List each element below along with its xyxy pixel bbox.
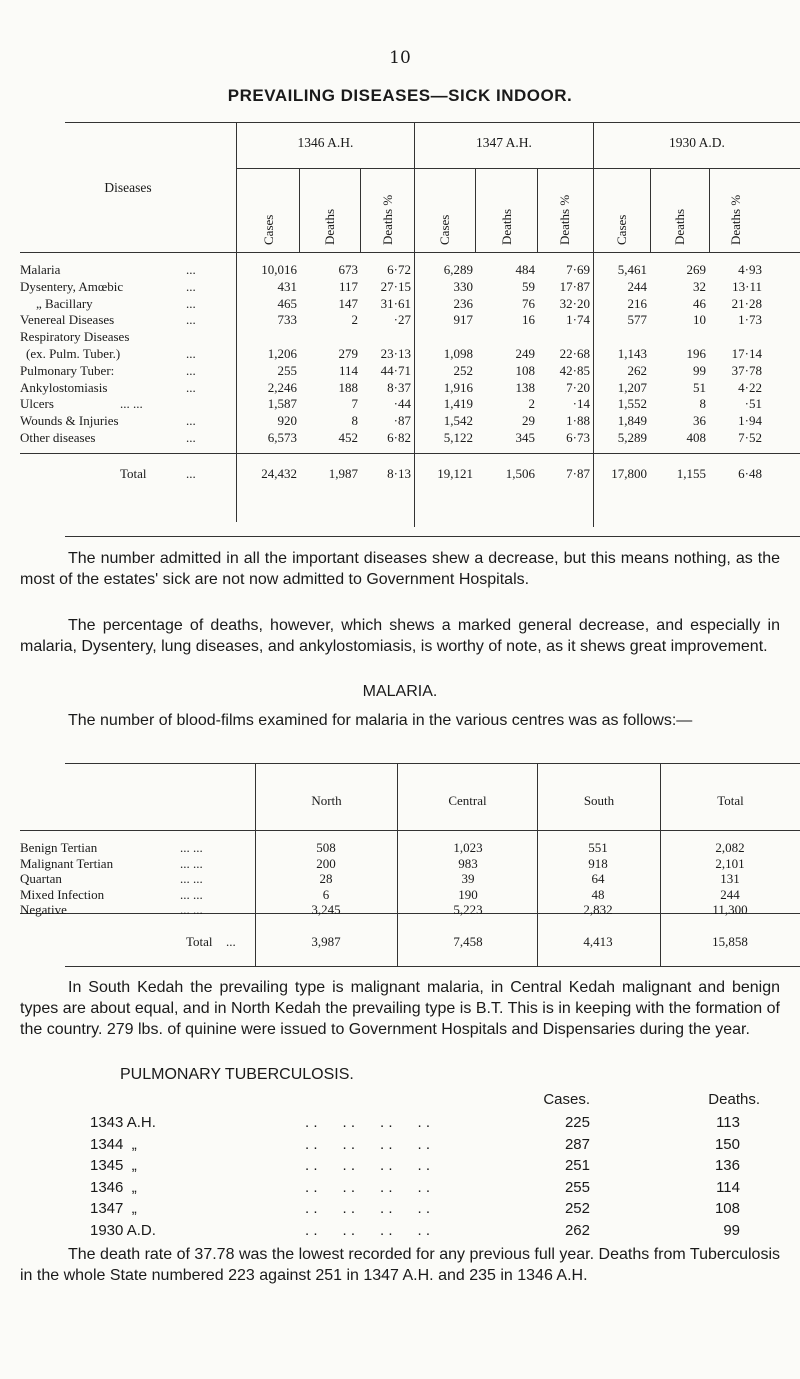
table-cell: 6·73 <box>566 430 590 445</box>
table-cell: 216 <box>627 295 647 311</box>
table-cell: 262 <box>627 362 647 378</box>
table-cell: 7,458 <box>453 934 483 949</box>
table-rule <box>299 168 300 252</box>
table-rule <box>650 168 651 252</box>
table-cell: 5,122 <box>443 430 473 445</box>
subheader-cases: Cases <box>261 214 276 245</box>
table-cell: 8·13 <box>387 466 411 481</box>
cases-value: 252 <box>564 1200 590 1217</box>
table-row <box>0 363 800 380</box>
subheader-deaths: Deaths <box>322 208 337 245</box>
table-cell: 408 <box>686 430 706 445</box>
row-label: Malaria <box>20 262 61 277</box>
table-cell: 7·20 <box>566 379 590 395</box>
deaths-value: 113 <box>716 1114 740 1131</box>
table-rule <box>65 122 800 123</box>
table-cell: 27·15 <box>380 278 411 294</box>
row-leader: ... <box>186 413 196 429</box>
table-row <box>0 380 800 397</box>
table-cell: 1,506 <box>505 466 535 481</box>
table-cell: 236 <box>453 295 473 311</box>
cases-value: 225 <box>564 1114 590 1131</box>
table-cell: 42·85 <box>559 362 590 378</box>
table-cell: 76 <box>522 295 535 311</box>
table-rule <box>65 966 800 967</box>
column-header-south: South <box>583 793 615 808</box>
table-cell: 345 <box>515 430 535 445</box>
table-cell: 190 <box>458 886 478 902</box>
table-cell: 508 <box>316 840 336 855</box>
row-label: Wounds & Injuries <box>20 413 119 429</box>
table-row <box>0 840 800 857</box>
row-label: Quartan <box>20 871 62 886</box>
table-row <box>0 430 800 447</box>
table-row <box>0 396 800 413</box>
year-label: 1343 A.H. <box>90 1114 156 1131</box>
paragraph: The number admitted in all the important diseases shew a decrease, but this means nothing, as the most of the estates' sick are not now admitted to Government Hospitals. <box>20 550 780 588</box>
row-label: Dysentery, Amœbic <box>20 278 124 294</box>
table-cell: 200 <box>316 855 336 871</box>
row-label: Other diseases <box>20 430 96 445</box>
table-cell: 2 <box>351 312 358 328</box>
table-cell: 108 <box>515 362 535 378</box>
paragraph: In South Kedah the prevailing type is malignant malaria, in Central Kedah malignant and benign types are about equal, and in North Kedah the prevailing type is B.T. This is in keeping with the formation of the country. 279 lbs. of quinine were issued to Government Hospitals and Dispensaries during the year. <box>20 979 780 1038</box>
column-header-cases: Cases. <box>543 1091 590 1108</box>
table-cell: 983 <box>458 855 478 871</box>
table-cell: 1·88 <box>566 413 590 429</box>
row-leader: ... ... <box>180 871 203 886</box>
year-label: 1345 „ <box>90 1157 137 1174</box>
table-cell: 32 <box>693 278 706 294</box>
table-cell: 8·37 <box>387 379 411 395</box>
table-rule <box>475 168 476 252</box>
row-label: Ulcers <box>20 396 54 412</box>
table-cell: 24,432 <box>261 466 297 481</box>
column-header-total: Total <box>717 793 744 808</box>
page-title: PREVAILING DISEASES—SICK INDOOR. <box>227 86 573 105</box>
page-number: 10 <box>389 48 411 68</box>
table-cell: 269 <box>686 262 706 277</box>
section-heading-pulmonary-tuberculosis: PULMONARY TUBERCULOSIS. <box>120 1066 354 1083</box>
table-cell: 114 <box>338 362 358 378</box>
table-cell: 11,300 <box>712 902 748 917</box>
table-cell: 147 <box>338 295 358 311</box>
table-cell: 6·48 <box>738 466 762 481</box>
list-item <box>0 1179 800 1199</box>
table-cell: 64 <box>591 871 605 886</box>
row-leader: . . . . . . . . <box>305 1200 431 1217</box>
cases-value: 287 <box>564 1135 590 1153</box>
subheader-deaths-pct: Deaths % <box>728 194 743 245</box>
table-cell: 28 <box>319 871 333 886</box>
table-cell: 1·74 <box>566 312 590 328</box>
table-cell: 10,016 <box>261 262 297 277</box>
table-cell: ·44 <box>393 396 411 412</box>
table-row <box>0 856 800 873</box>
table-cell: 3,987 <box>311 934 341 949</box>
table-cell: 6·82 <box>387 430 411 445</box>
table-cell: 8 <box>351 413 358 429</box>
table-row <box>0 346 800 363</box>
table-cell: 4·93 <box>738 262 762 277</box>
table-cell: 196 <box>686 346 706 361</box>
row-label: Pulmonary Tuber: <box>20 362 115 378</box>
table-rule <box>20 830 800 831</box>
paragraph: The number of blood-films examined for malaria in the various centres was as follows:— <box>68 712 693 729</box>
table-cell: 1·73 <box>738 312 762 328</box>
cases-value: 262 <box>564 1221 590 1239</box>
table-cell: 249 <box>515 346 535 361</box>
row-label: „ Bacillary <box>36 295 93 311</box>
table-cell: 2,832 <box>583 902 613 917</box>
row-leader: ... <box>186 312 196 328</box>
list-item <box>0 1136 800 1156</box>
diseases-column-header: Diseases <box>104 180 152 195</box>
table-cell: 4·22 <box>738 379 762 395</box>
table-cell: 37·78 <box>731 362 762 378</box>
row-leader: ... <box>186 430 196 445</box>
table-cell: 59 <box>522 278 535 294</box>
total-row <box>0 466 800 483</box>
column-header-north: North <box>311 793 342 808</box>
table-cell: 22·68 <box>559 346 590 361</box>
table-cell: 2,246 <box>267 379 297 395</box>
table-cell: 6·72 <box>387 262 411 277</box>
table-rule <box>360 168 361 252</box>
table-cell: 1,155 <box>676 466 706 481</box>
total-row <box>0 934 800 951</box>
table-cell: 17·87 <box>559 278 590 294</box>
table-cell: 1,552 <box>617 396 647 412</box>
section-heading-malaria: MALARIA. <box>362 683 438 700</box>
table-cell: 1,023 <box>453 840 483 855</box>
row-leader: ... <box>186 346 196 361</box>
table-cell: 21·28 <box>731 295 762 311</box>
row-label: Ankylostomiasis <box>20 379 108 395</box>
table-cell: 1,849 <box>617 413 647 429</box>
table-cell: 8 <box>699 396 706 412</box>
row-label: Benign Tertian <box>20 840 98 855</box>
table-rule <box>237 168 800 169</box>
table-cell: 51 <box>693 379 706 395</box>
table-cell: 6,289 <box>443 262 473 277</box>
table-cell: 5,461 <box>617 262 647 277</box>
table-cell: ·51 <box>744 396 762 412</box>
table-cell: 917 <box>453 312 473 328</box>
group-header: 1347 A.H. <box>476 135 532 150</box>
table-cell: 252 <box>453 362 473 378</box>
table-cell: 7·52 <box>738 430 762 445</box>
table-cell: 46 <box>693 295 706 311</box>
table-cell: 1,419 <box>443 396 473 412</box>
row-leader: ... ... <box>180 855 203 871</box>
group-header: 1930 A.D. <box>669 135 725 150</box>
table-row <box>0 902 800 919</box>
table-cell: 1·94 <box>738 413 762 429</box>
list-item <box>0 1200 800 1220</box>
total-leader: ... <box>226 934 236 949</box>
paragraph: The percentage of deaths, however, which shews a marked general decrease, and especially in malaria, Dysentery, lung diseases, and ankylostomiasis, is worthy of note, as it shews great improvement. <box>20 617 780 655</box>
cases-value: 251 <box>564 1157 590 1174</box>
table-cell: 244 <box>720 886 740 902</box>
list-item <box>0 1157 800 1177</box>
table-cell: 48 <box>591 886 605 902</box>
paragraph: The death rate of 37.78 was the lowest recorded for any previous full year. Deaths from Tuberculosis in the whole State numbered 223 against 251 in 1347 A.H. and 235 in 1346 A.H. <box>20 1246 780 1284</box>
table-cell: 1,098 <box>443 346 473 361</box>
row-leader: ... <box>186 295 196 311</box>
table-rule <box>65 763 800 764</box>
table-cell: 920 <box>277 413 297 429</box>
table-cell: 6 <box>322 886 330 902</box>
subheader-deaths: Deaths <box>499 208 514 245</box>
table-cell: 1,207 <box>617 379 647 395</box>
table-cell: 2,101 <box>715 855 745 871</box>
table-cell: ·87 <box>393 413 411 429</box>
table-cell: 431 <box>277 278 297 294</box>
subheader-deaths-pct: Deaths % <box>557 194 572 245</box>
table-cell: 31·61 <box>380 295 411 311</box>
row-leader: ... <box>186 379 196 395</box>
row-leader: . . . . . . . . <box>305 1157 431 1174</box>
row-leader: ... <box>186 262 196 277</box>
row-leader: ... ... <box>180 840 203 855</box>
table-cell: 131 <box>720 871 740 886</box>
row-leader: . . . . . . . . <box>305 1135 431 1153</box>
row-label: (ex. Pulm. Tuber.) <box>26 346 121 361</box>
table-cell: 36 <box>693 413 706 429</box>
table-rule <box>537 168 538 252</box>
total-leader: ... <box>186 466 196 481</box>
row-label: Mixed Infection <box>20 886 105 902</box>
row-leader: ... ... <box>120 396 143 412</box>
row-leader: ... ... <box>180 886 203 902</box>
total-label: Total <box>120 466 147 481</box>
deaths-value: 136 <box>714 1157 740 1174</box>
table-row <box>0 296 800 313</box>
table-cell: 99 <box>693 362 706 378</box>
table-cell: 4,413 <box>583 934 613 949</box>
table-rule <box>20 453 800 454</box>
table-cell: 17,800 <box>611 466 647 481</box>
table-cell: 7·87 <box>566 466 590 481</box>
cases-value: 255 <box>564 1178 590 1196</box>
column-header-central: Central <box>448 793 487 808</box>
year-label: 1930 A.D. <box>90 1221 156 1239</box>
total-label: Total <box>186 934 213 949</box>
table-cell: 16 <box>522 312 535 328</box>
table-cell: 279 <box>338 346 358 361</box>
table-cell: 5,223 <box>453 902 483 917</box>
table-cell: 39 <box>461 871 475 886</box>
year-label: 1346 „ <box>90 1178 137 1196</box>
table-cell: 32·20 <box>559 295 590 311</box>
subheader-deaths-pct: Deaths % <box>380 194 395 245</box>
table-cell: 465 <box>277 295 297 311</box>
table-cell: 13·11 <box>732 278 762 294</box>
table-row <box>0 329 800 346</box>
table-rule <box>709 168 710 252</box>
group-header: 1346 A.H. <box>297 135 354 150</box>
table-cell: 29 <box>522 413 535 429</box>
subheader-deaths: Deaths <box>672 208 687 245</box>
table-cell: 117 <box>338 278 358 294</box>
table-cell: 138 <box>515 379 535 395</box>
column-header-deaths: Deaths. <box>708 1091 760 1108</box>
table-row <box>0 312 800 329</box>
table-cell: 10 <box>693 312 706 328</box>
table-cell: ·27 <box>393 312 411 328</box>
table-row <box>0 413 800 430</box>
row-label: Venereal Diseases <box>20 312 115 328</box>
subheader-cases: Cases <box>437 214 452 245</box>
table-cell: 484 <box>515 262 535 277</box>
table-cell: 6,573 <box>267 430 297 445</box>
deaths-value: 114 <box>716 1178 740 1196</box>
row-leader: . . . . . . . . <box>305 1221 431 1239</box>
table-cell: 2 <box>528 396 535 412</box>
table-cell: 551 <box>588 840 608 855</box>
table-row <box>0 279 800 296</box>
table-row <box>0 887 800 904</box>
table-cell: 255 <box>277 362 297 378</box>
table-cell: 1,916 <box>443 379 473 395</box>
table-cell: 15,858 <box>712 934 748 949</box>
row-leader: ... <box>186 362 196 378</box>
table-cell: 2,082 <box>715 840 745 855</box>
table-cell: 918 <box>588 855 608 871</box>
table-cell: 44·71 <box>380 362 411 378</box>
table-cell: 5,289 <box>617 430 647 445</box>
row-label: Negative <box>20 902 67 917</box>
list-item <box>0 1114 800 1134</box>
table-cell: 1,542 <box>443 413 473 429</box>
table-rule <box>65 536 800 537</box>
table-cell: 733 <box>277 312 297 328</box>
table-cell: 1,987 <box>328 466 358 481</box>
table-cell: 3,245 <box>311 902 341 917</box>
year-label: 1344 „ <box>90 1135 137 1153</box>
table-cell: 1,587 <box>267 396 297 412</box>
table-cell: 7·69 <box>566 262 590 277</box>
table-row <box>0 871 800 888</box>
table-cell: 330 <box>453 278 473 294</box>
deaths-value: 108 <box>714 1200 740 1217</box>
table-cell: 673 <box>338 262 358 277</box>
table-cell: 1,143 <box>617 346 647 361</box>
table-rule <box>20 252 800 253</box>
deaths-value: 150 <box>714 1135 740 1153</box>
table-cell: 188 <box>338 379 358 395</box>
table-cell: 19,121 <box>437 466 473 481</box>
deaths-value: 99 <box>723 1221 740 1239</box>
table-cell: 452 <box>338 430 358 445</box>
table-cell: 23·13 <box>380 346 411 361</box>
subheader-cases: Cases <box>614 214 629 245</box>
table-row <box>0 262 800 279</box>
table-cell: 17·14 <box>731 346 762 361</box>
row-label: Respiratory Diseases <box>20 329 130 345</box>
table-cell: 1,206 <box>267 346 297 361</box>
row-label: Malignant Tertian <box>20 855 114 871</box>
row-leader: . . . . . . . . <box>305 1178 431 1196</box>
table-cell: 7 <box>351 396 358 412</box>
table-cell: 244 <box>627 278 647 294</box>
row-leader: . . . . . . . . <box>305 1114 431 1131</box>
row-leader: ... ... <box>180 902 203 917</box>
table-cell: ·14 <box>572 396 590 412</box>
list-item <box>0 1222 800 1242</box>
year-label: 1347 „ <box>90 1200 137 1217</box>
row-leader: ... <box>186 278 196 294</box>
table-cell: 577 <box>627 312 647 328</box>
